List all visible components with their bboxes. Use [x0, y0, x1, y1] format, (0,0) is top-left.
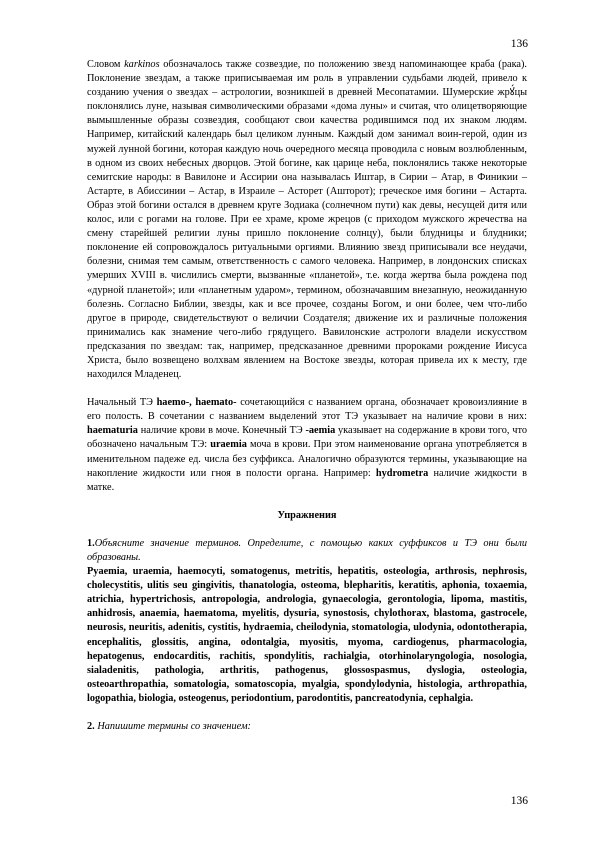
exercise-1-terms: Pyaemia, uraemia, haemocyti, somatogenus, metritis, hepatitis, osteologia, arthrosis, nephrosis, cholecystitis, ulitis seu gingivitis, thanatologia, osteoma, blepharitis, keratitis, aphonia, toxaemia, atrichia, hypertrichosis, antropologia, andrologia, gynaecologia, gerontologia, lipoma, mastitis, anhidrosis, anaemia, haematoma, myelitis, dysuria, synostosis, chylothorax, blastoma, gastrocele, neurosis, neuritis, adenitis, cystitis, hydraemia, cheilodynia, stomatologia, ulodynia, odontotherapia, encephalitis, glossitis, angina, odontalgia, myositis, myoma, cardiogenus, pharmacologia, hepatogenus, endocarditis, rachitis, spondylitis, rachialgia, otorhinolaryngologia, nosologia, sialadenitis, pathologia, arthritis, pathogenus, glossospasmus, dyslogia, osteologia, osteoarthropathia, somatologia, somatoscopia, myalgia, spondylodynia, histologia, arthropathia, logopathia, biologia, osteogenus, periodontium, parodontitis, pancreatodynia, cephalgia. — [87, 566, 527, 704]
text-span: моча в крови. При этом наименование органа употребляется в именительном падеже ед. числа без суффикса. Аналогично образуются термины, указывающие на накопление жидкости или гноя в полости органа. Например: — [87, 439, 528, 479]
text-span: Словом — [87, 59, 125, 70]
term-aemia: -aemia — [305, 425, 336, 437]
term-uraemia: uraemia — [210, 439, 247, 451]
exercise-instruction: Напишите термины со значением: — [97, 721, 251, 733]
text-span: обозначалось также созвездие, по положению звезд напоминающее краба (рака). Поклонение звездам, а также приписываемая им роль в управлении судьбами людей, привело к созданию учения о звездах – астрологии, возникшей в древней Месопатамии. Шумерские жрꙋ́цы поклонялись луне, называя символическими образами «дома луны» и считая, что олицетворяющие вымышленные образы созвездия, сообщают свои качества родившимся под их знаком людям. Например, китайский календарь был целиком лунным. Каждый дом занимал воин-герой, один из мужей лунной богини, которая каждую ночь очередного месяца проводила с новым возлюбленным, в одном из своих небесных дворцов. Этой богине, как царице неба, поклонялись также некоторые семитские народы: в Вавилоне и Ассирии она называлась Иштар, в Сирии – Атар, в Финикии – Астарте, в Абиссинии – Астар, в Израиле – Асторет (Ашторот); греческое имя богини – Астарта. Образ этой богини остался в древнем круге Зодиака (солнечном пути) как девы, несущей дитя или колос, или с рогами на голове. При ее храме, кроме жрецов (с приходом мужского жречества на смену старейшей религии луны пришло поклонение солнцу), были блудницы и блудники; поклонение ей сопровождалось ритуальными оргиями. Влиянию звезд приписывали все неудачи, болезни, снимая тем самым, ответственность с самого человека. Например, в лондонских списках умерших XVIII в. числились смерти, вызванные «планетой», т.е. когда жертва была рождена под «дурной планетой»; или «планетным ударом», термином, обозначавшим внезапную, неожиданную болезнь. Согласно Библии, звезды, как и все прочее, созданы Богом, и они более, чем что-либо другое в природе, свидетельствуют о величии Создателя; движение их и различные положения принимались как знамение чего-либо грядущего. Вавилонские астрологи владели искусством предсказания по звездам: так, например, предсказанное древними пророками рождение Иисуса Христа, было возвещено волхвам явлением на Востоке звезды, которая привела их к месту, где находился Младенец. — [87, 59, 527, 381]
section-heading: Упражнения — [277, 509, 337, 521]
term-hydrometra: hydrometra — [375, 467, 429, 479]
paragraph-astrology — [87, 58, 527, 382]
term-karkinos: karkinos — [124, 59, 160, 70]
paragraph-haemo — [87, 396, 527, 495]
exercise-2-instruction — [87, 720, 527, 734]
text-span: сочетающийся с названием органа, обозначает кровоизлияние в его полость. В сочетании с названием выделений этот ТЭ указывает на наличие крови в них: — [87, 397, 527, 423]
exercise-1-instruction — [87, 537, 527, 565]
exercise-number: 2. — [87, 721, 95, 733]
text-span: наличие жидкости в матке. — [87, 467, 527, 493]
page-number-bottom: 136 — [510, 795, 528, 807]
exercise-number: 1. — [87, 537, 95, 549]
page-number-top: 136 — [510, 38, 528, 50]
text-span: Начальный ТЭ — [87, 397, 157, 409]
term-haematuria: haematuria — [87, 425, 138, 437]
page-content — [87, 58, 527, 734]
text-span: указывает на содержание в крови того, что обозначено начальным ТЭ: — [87, 425, 527, 451]
text-span: наличие крови в моче. Конечный ТЭ — [137, 425, 306, 437]
exercise-instruction: Объясните значение терминов. Определите, с помощью каких суффиксов и ТЭ они были образованы. — [87, 537, 527, 563]
term-haemo: haemo-, haemato- — [156, 397, 237, 409]
